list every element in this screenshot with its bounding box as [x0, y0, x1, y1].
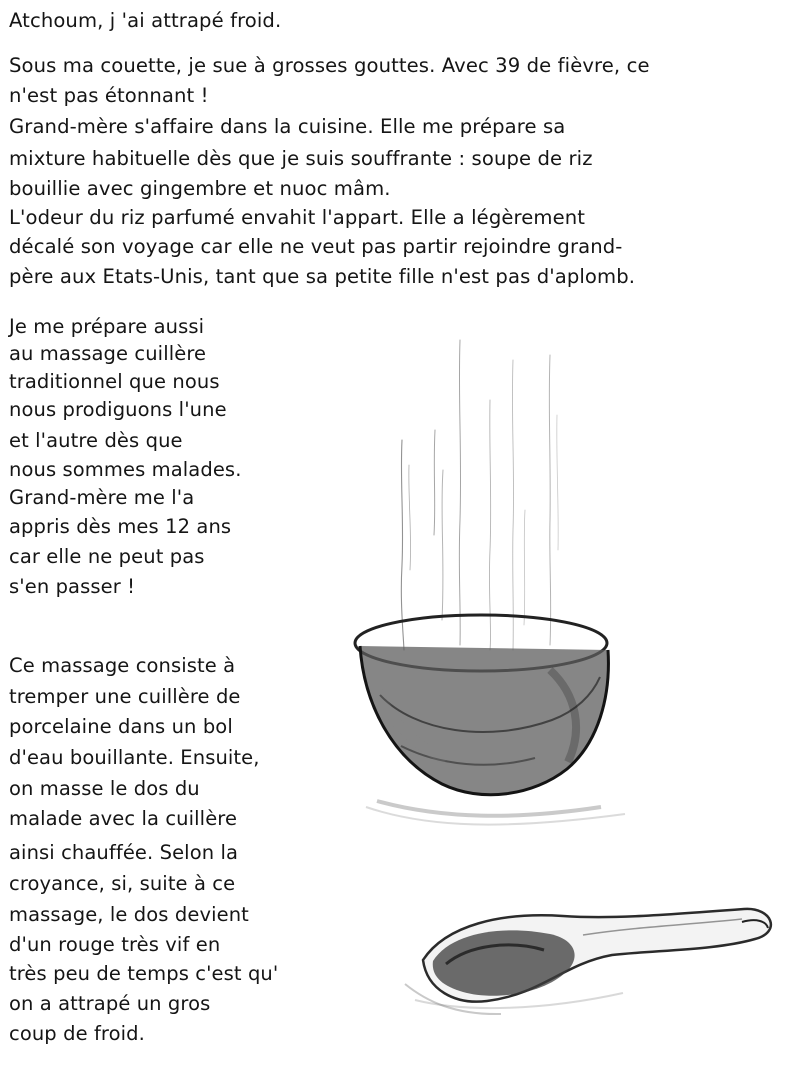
massage-explanation-line-5: on masse le dos du: [9, 777, 200, 800]
massage-explanation-line-8: croyance, si, suite à ce: [9, 872, 236, 895]
intro-line-6: L'odeur du riz parfumé envahit l'appart. Elle a légèrement: [9, 206, 586, 229]
massage-intro-line-10: s'en passer !: [9, 575, 136, 598]
massage-explanation-line-7: ainsi chauffée. Selon la: [9, 841, 239, 864]
massage-intro-line-5: et l'autre dès que: [9, 429, 183, 452]
intro-line-2: n'est pas étonnant !: [9, 84, 209, 107]
massage-explanation-line-6: malade avec la cuillère: [9, 807, 238, 830]
massage-explanation-line-9: massage, le dos devient: [9, 903, 249, 926]
intro-line-7: décalé son voyage car elle ne veut pas partir rejoindre grand-: [9, 235, 623, 258]
massage-explanation-line-11: très peu de temps c'est qu': [9, 962, 279, 985]
page-title: Atchoum, j 'ai attrapé froid.: [9, 9, 282, 32]
porcelain-spoon-sketch: [405, 909, 771, 1014]
massage-intro-line-2: au massage cuillère: [9, 342, 207, 365]
massage-explanation-line-10: d'un rouge très vif en: [9, 933, 221, 956]
bowl-and-spoon-illustration: [330, 300, 800, 1067]
massage-intro-line-8: appris dès mes 12 ans: [9, 515, 232, 538]
massage-intro-line-1: Je me prépare aussi: [9, 315, 205, 338]
intro-line-4: mixture habituelle dès que je suis souffrante : soupe de riz: [9, 147, 593, 170]
massage-intro-line-6: nous sommes malades.: [9, 458, 242, 481]
massage-explanation-line-12: on a attrapé un gros: [9, 992, 211, 1015]
steam-lines: [401, 340, 558, 650]
massage-explanation-line-4: d'eau bouillante. Ensuite,: [9, 746, 260, 769]
massage-explanation-line-1: Ce massage consiste à: [9, 654, 236, 677]
intro-line-3: Grand-mère s'affaire dans la cuisine. Elle me prépare sa: [9, 115, 566, 138]
massage-explanation-line-2: tremper une cuillère de: [9, 685, 241, 708]
massage-intro-line-3: traditionnel que nous: [9, 370, 220, 393]
intro-line-8: père aux Etats-Unis, tant que sa petite fille n'est pas d'aplomb.: [9, 265, 636, 288]
massage-explanation-line-3: porcelaine dans un bol: [9, 715, 233, 738]
massage-intro-line-4: nous prodiguons l'une: [9, 398, 227, 421]
massage-explanation-line-13: coup de froid.: [9, 1022, 145, 1045]
intro-line-5: bouillie avec gingembre et nuoc mâm.: [9, 177, 391, 200]
massage-intro-line-9: car elle ne peut pas: [9, 545, 205, 568]
pencil-illustration: [330, 300, 800, 1067]
intro-line-1: Sous ma couette, je sue à grosses gouttes. Avec 39 de fièvre, ce: [9, 54, 650, 77]
massage-intro-line-7: Grand-mère me l'a: [9, 486, 195, 509]
